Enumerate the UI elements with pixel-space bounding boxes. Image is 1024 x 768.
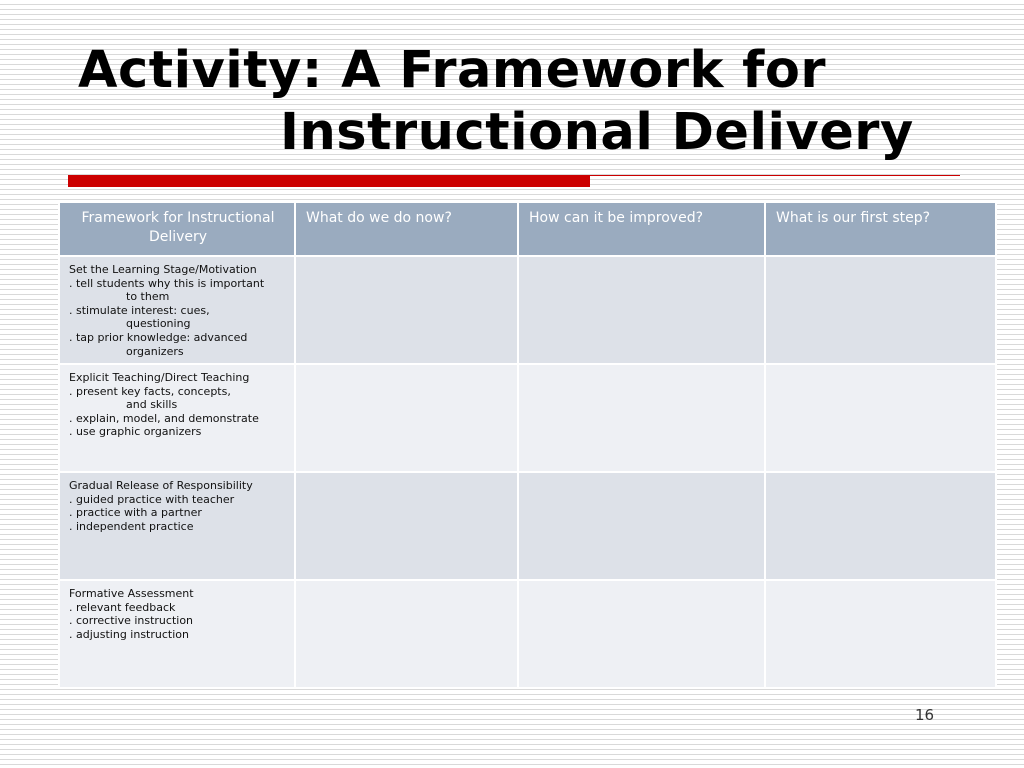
- title-underline-thin: [590, 175, 960, 176]
- row-heading: Set the Learning Stage/Motivation: [69, 263, 257, 276]
- row-label-cell: [59, 472, 295, 580]
- row-bullet: . explain, model, and demonstrate: [69, 411, 259, 425]
- slide-number: 16: [915, 706, 935, 724]
- table-row: [59, 580, 996, 688]
- row-bullet-continuation: and skills: [126, 398, 178, 412]
- row-bullet: . tap prior knowledge: advanced: [69, 330, 248, 344]
- row-bullet: . guided practice with teacher: [69, 492, 235, 506]
- empty-cell-improve[interactable]: [518, 472, 765, 580]
- empty-cell-first-step[interactable]: [765, 580, 996, 688]
- row-label-cell: [59, 580, 295, 688]
- table-row: [59, 472, 996, 580]
- row-bullet: . use graphic organizers: [69, 425, 202, 439]
- row-bullet: . practice with a partner: [69, 506, 202, 520]
- column-header-improve: How can it be improved?: [518, 202, 765, 256]
- row-bullet: . present key facts, concepts,: [69, 384, 231, 398]
- empty-cell-first-step[interactable]: [765, 364, 996, 472]
- column-header-framework: Framework for Instructional Delivery: [59, 202, 295, 256]
- row-bullet-continuation: questioning: [126, 317, 191, 331]
- empty-cell-first-step[interactable]: [765, 256, 996, 364]
- row-bullet-continuation: organizers: [126, 344, 184, 358]
- empty-cell-now[interactable]: [295, 472, 518, 580]
- row-heading: Formative Assessment: [69, 587, 194, 600]
- empty-cell-first-step[interactable]: [765, 472, 996, 580]
- table-row: [59, 256, 996, 364]
- row-bullet: . adjusting instruction: [69, 627, 189, 641]
- row-bullet: . stimulate interest: cues,: [69, 303, 210, 317]
- framework-table: [58, 201, 997, 689]
- table-row: [59, 364, 996, 472]
- row-bullet: . independent practice: [69, 519, 194, 533]
- empty-cell-improve[interactable]: [518, 256, 765, 364]
- column-header-first-step: What is our first step?: [765, 202, 996, 256]
- row-bullet: . corrective instruction: [69, 614, 194, 628]
- row-label-cell: [59, 364, 295, 472]
- slide-title-line-1: Activity: A Framework for: [78, 41, 827, 100]
- column-header-now: What do we do now?: [295, 202, 518, 256]
- row-bullet: . relevant feedback: [69, 600, 176, 614]
- row-heading: Explicit Teaching/Direct Teaching: [69, 371, 250, 384]
- empty-cell-improve[interactable]: [518, 364, 765, 472]
- empty-cell-now[interactable]: [295, 364, 518, 472]
- row-label-cell: [59, 256, 295, 364]
- row-heading: Gradual Release of Responsibility: [69, 479, 253, 492]
- row-bullet-continuation: to them: [126, 290, 170, 304]
- slide-title: [78, 40, 978, 164]
- table-header-row: [59, 202, 996, 256]
- row-bullet: . tell students why this is important: [69, 276, 265, 290]
- empty-cell-now[interactable]: [295, 256, 518, 364]
- slide-title-line-2: Instructional Delivery: [280, 103, 914, 162]
- title-underline-thick: [68, 175, 590, 187]
- empty-cell-now[interactable]: [295, 580, 518, 688]
- empty-cell-improve[interactable]: [518, 580, 765, 688]
